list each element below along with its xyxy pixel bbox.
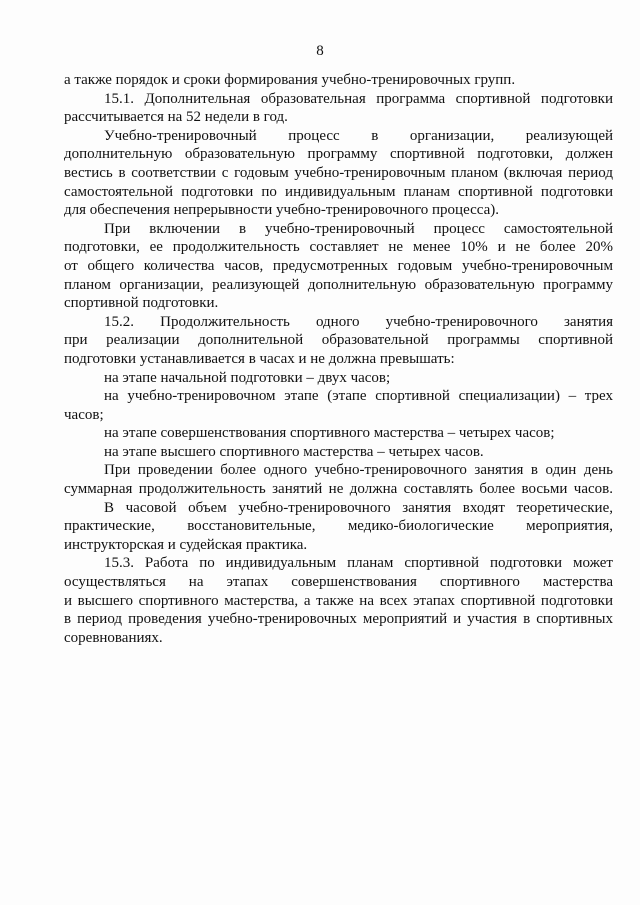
text-line: дополнительную образовательную программу спортивной подготовки, должен: [64, 146, 613, 163]
text-line: осуществляться на этапах совершенствования спортивного мастерства: [64, 574, 613, 591]
text-line: часов;: [64, 406, 104, 423]
text-line: самостоятельной подготовки по индивидуальным планам спортивной подготовки: [64, 183, 613, 200]
text-line: Учебно-тренировочный процесс в организации, реализующей: [104, 127, 613, 144]
text-line: соревнованиях.: [64, 629, 163, 646]
text-line: 15.3. Работа по индивидуальным планам спортивной подготовки может: [104, 555, 613, 572]
text-line: спортивной подготовки.: [64, 295, 219, 312]
text-line: подготовки устанавливается в часах и не должна превышать:: [64, 350, 455, 367]
text-line: В часовой объем учебно-тренировочного занятия входят теоретические,: [104, 499, 613, 516]
text-line: суммарная продолжительность занятий не должна составлять более восьми часов.: [64, 481, 613, 498]
text-line: в период проведения учебно-тренировочных мероприятий и участия в спортивных: [64, 611, 613, 628]
text-line: а также порядок и сроки формирования учебно-тренировочных групп.: [64, 72, 516, 88]
text-line: При включении в учебно-тренировочный процесс самостоятельной: [104, 220, 613, 237]
text-line: вестись в соответствии с годовым учебно-тренировочным планом (включая период: [64, 164, 613, 181]
text-line: на этапе начальной подготовки – двух часов;: [104, 369, 391, 386]
text-line: подготовки, ее продолжительность составляет не менее 10% и не более 20%: [64, 239, 613, 256]
text-line: на этапе высшего спортивного мастерства – четырех часов.: [104, 443, 484, 460]
page-number: 8: [316, 43, 324, 59]
text-line: рассчитывается на 52 недели в год.: [64, 109, 288, 126]
text-line: для обеспечения непрерывности учебно-тренировочного процесса).: [64, 202, 500, 219]
text-line: При проведении более одного учебно-тренировочного занятия в один день: [104, 462, 613, 479]
text-line: и высшего спортивного мастерства, а также на всех этапах спортивной подготовки: [64, 592, 613, 609]
text-line: 15.1. Дополнительная образовательная программа спортивной подготовки: [104, 90, 613, 107]
text-line: 15.2. Продолжительность одного учебно-тренировочного занятия: [104, 313, 613, 330]
document-body: [64, 71, 613, 647]
text-line: на этапе совершенствования спортивного мастерства – четырех часов;: [104, 425, 555, 442]
text-line: планом организации, реализующей дополнительную образовательную программу: [64, 276, 613, 293]
text-line: на учебно-тренировочном этапе (этапе спортивной специализации) – трех: [104, 388, 613, 405]
text-line: практические, восстановительные, медико-биологические мероприятия,: [64, 518, 613, 535]
text-line: от общего количества часов, предусмотренных годовым учебно-тренировочным: [64, 257, 613, 274]
text-line: при реализации дополнительной образовательной программы спортивной: [64, 332, 613, 349]
text-line: инструкторская и судейская практика.: [64, 536, 308, 553]
